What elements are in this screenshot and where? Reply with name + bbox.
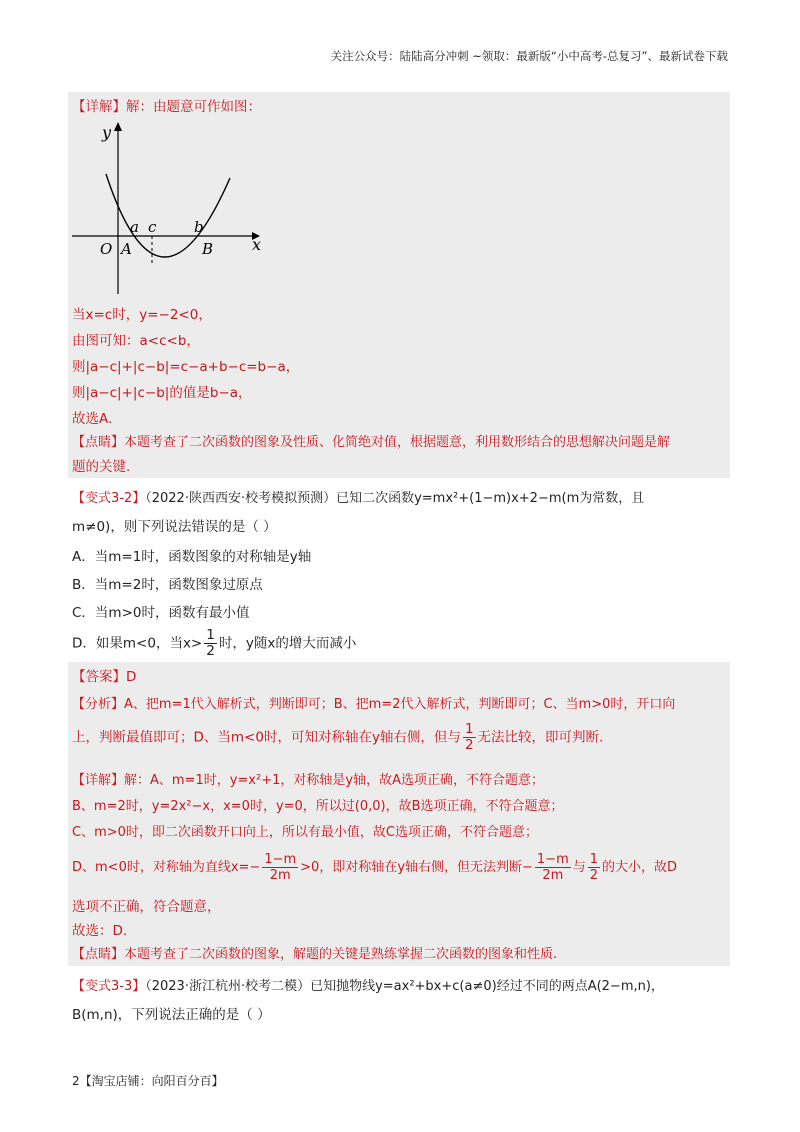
detail2-line-6: 故选：D. <box>72 923 128 939</box>
page-footer: 2【淘宝店铺：向阳百分百】 <box>72 1074 224 1088</box>
option-d-before: D．如果m<0，当x> <box>72 635 203 652</box>
detail4-frac-num2: 1−m <box>536 852 569 867</box>
detail4-frac-den3: 2 <box>589 868 599 883</box>
detail4-before: D、m<0时，对称轴为直线x=− <box>72 860 261 875</box>
detail-label: 【详解】解：由题意可作如图： <box>72 99 261 115</box>
question2-stem-text: （2022·陕西西安·校考模拟预测）已知二次函数y=mx²+(1−m)x+2−m(m为常数，且 <box>145 491 645 506</box>
question2-option-c: C．当m>0时，函数有最小值 <box>72 605 250 621</box>
question-block-2 <box>68 480 730 660</box>
analysis-frac-den: 2 <box>464 737 474 753</box>
solution2-comment: 【点睛】本题考查了二次函数的图象，解题的关键是熟练掌握二次函数的图象和性质. <box>72 947 558 962</box>
label-y: y <box>102 123 112 142</box>
label-A: A <box>121 240 132 258</box>
solution1-line-1: 当x=c时，y=−2<0， <box>72 307 212 323</box>
analysis-frac-num: 1 <box>464 721 474 737</box>
question2-stem-2: m≠0)，则下列说法错误的是（ ） <box>72 519 277 535</box>
question3-tag: 【变式3-3】 <box>72 979 146 994</box>
parabola-graph <box>68 118 268 298</box>
solution-block-2 <box>68 662 730 966</box>
label-x: x <box>252 235 262 254</box>
label-O: O <box>100 240 113 258</box>
solution1-line-4: 则|a−c|+|c−b|的值是b−a， <box>72 385 252 401</box>
detail4-mid: >0，即对称轴在y轴右侧，但无法判断− <box>300 860 533 875</box>
question2-option-b: B．当m=2时，函数图象过原点 <box>72 577 263 593</box>
label-c: c <box>148 218 157 236</box>
page-header: 关注公众号：陆陆高分冲刺 ~领取：最新版“小中高考-总复习”、最新试卷下载 <box>330 49 728 63</box>
option-d-frac-den: 2 <box>206 643 215 659</box>
analysis-2-after: 无法比较，即可判断. <box>477 729 604 746</box>
question-block-3 <box>68 968 730 1032</box>
detail4-after: 的大小，故D <box>602 860 678 875</box>
question3-stem-text: （2023·浙江杭州·校考二模）已知抛物线y=ax²+bx+c(a≠0)经过不同的两点A(2−m,n)， <box>145 979 664 994</box>
option-d-after: 时，y随x的增大而减小 <box>218 635 357 652</box>
label-b: b <box>194 218 204 236</box>
detail2-line-4 <box>72 852 677 883</box>
analysis-2-before: 上，判断最值即可；D、当m<0时，可知对称轴在y轴右侧，但与 <box>72 729 461 746</box>
solution1-comment-2: 题的关键. <box>72 459 131 475</box>
solution-block-1 <box>68 92 730 478</box>
detail4-frac-den: 2m <box>269 868 291 883</box>
detail4-frac-num3: 1 <box>589 852 599 867</box>
detail4-frac-num: 1−m <box>264 852 297 867</box>
label-a: a <box>130 218 139 236</box>
question2-stem-1 <box>72 486 644 512</box>
detail2-line-1: 【详解】解：A、m=1时，y=x²+1，对称轴是y轴，故A选项正确，不符合题意； <box>72 773 544 788</box>
solution1-comment-1: 【点睛】本题考查了二次函数的图象及性质、化简绝对值，根据题意，利用数形结合的思想解决问题是解 <box>72 435 671 450</box>
detail4-frac-den2: 2m <box>542 868 564 883</box>
answer-line: 【答案】D <box>72 669 137 685</box>
label-B: B <box>202 240 214 258</box>
question2-option-a: A．当m=1时，函数图象的对称轴是y轴 <box>72 549 312 565</box>
detail2-line-3: C、m>0时，即二次函数开口向上，所以有最小值，故C选项正确，不符合题意； <box>72 825 538 840</box>
analysis-line-2 <box>72 722 603 753</box>
question3-stem-2: B(m,n)，下列说法正确的是（ ） <box>72 1007 271 1023</box>
detail2-line-2: B、m=2时，y=2x²−x，x=0时，y=0，所以过(0,0)，故B选项正确，不符合题意； <box>72 799 564 814</box>
question2-option-d <box>72 628 356 659</box>
y-axis-arrow <box>114 122 122 131</box>
detail2-line-5: 选项不正确，符合题意， <box>72 899 221 915</box>
detail4-mid2: 与 <box>572 860 586 875</box>
solution1-line-2: 由图可知：a<c<b， <box>72 333 200 349</box>
question3-stem-1 <box>72 974 664 1000</box>
solution1-line-5: 故选A. <box>72 411 113 427</box>
analysis-line-1: 【分析】A、把m=1代入解析式，判断即可；B、把m=2代入解析式，判断即可；C、当m>0时，开口向 <box>72 697 676 712</box>
option-d-frac-num: 1 <box>206 627 215 643</box>
solution1-line-3: 则|a−c|+|c−b|=c−a+b−c=b−a， <box>72 359 300 375</box>
question2-tag: 【变式3-2】 <box>72 491 146 506</box>
